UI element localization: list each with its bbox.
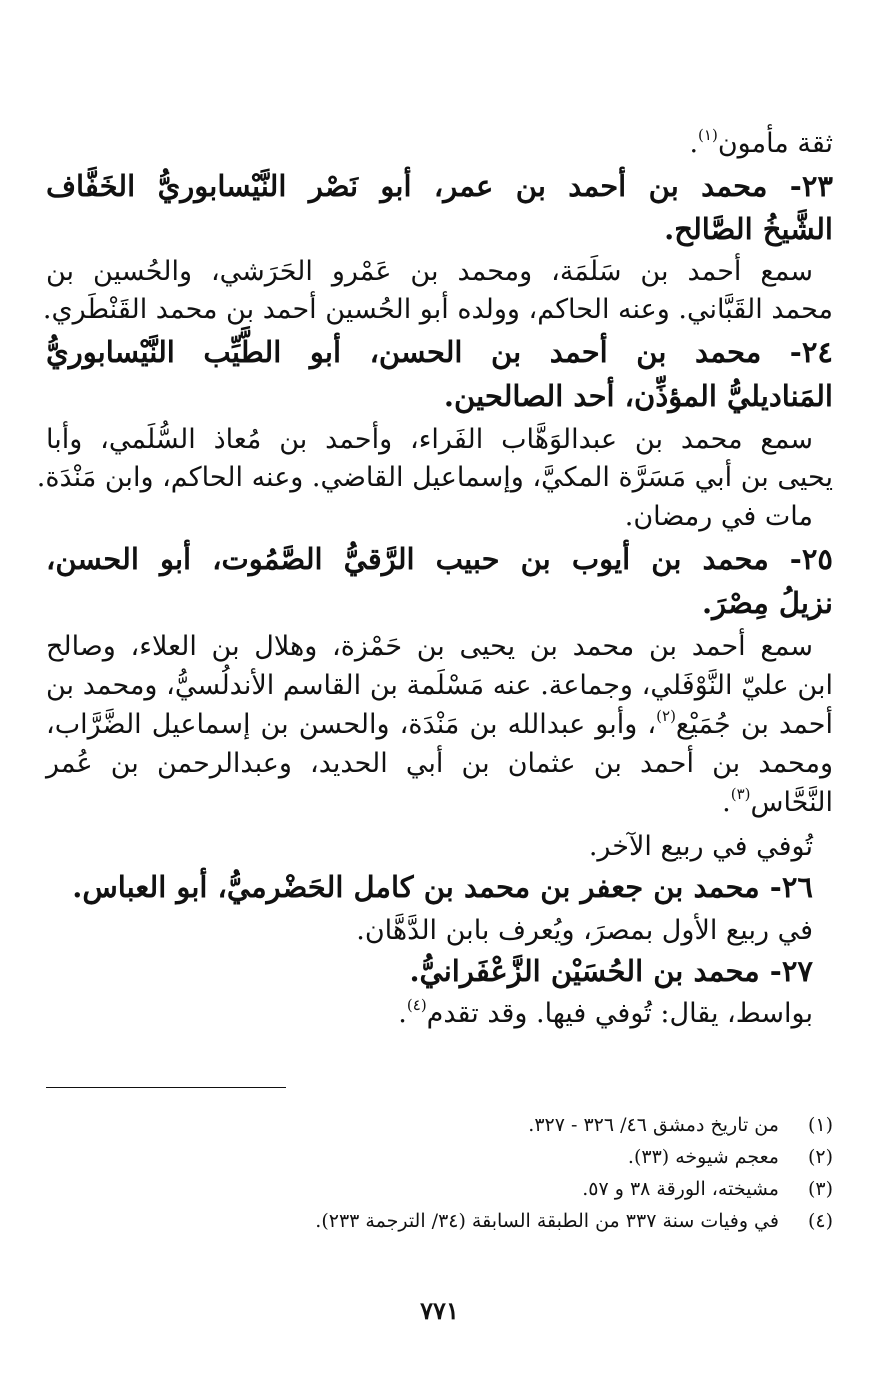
footnote-number: (٢) xyxy=(807,1146,833,1168)
text-line: النَّحَّاس$^{(٣)}$. xyxy=(722,785,833,818)
footnote-marker: (٢) xyxy=(656,707,676,725)
entry-heading-23-cont: الشَّيخُ الصَّالح. xyxy=(664,212,833,246)
footnote-number: (١) xyxy=(807,1114,833,1136)
text-line: مات في رمضان. xyxy=(624,501,813,532)
entry-heading-25: ٢٥- محمد بن أيوب بن حبيب الرَّقيُّ الصَّمُوت، أبو الحسن، xyxy=(46,542,833,576)
entry-heading-27: ٢٧- محمد بن الحُسَيْن الزَّعْفَرانيُّ. xyxy=(409,954,813,988)
footnote-marker: (٣) xyxy=(730,785,751,803)
entry-heading-24: ٢٤- محمد بن أحمد بن الحسن، أبو الطَّيِّب النَّيْسابوريُّ xyxy=(46,335,833,369)
text-line: بواسط، يقال: تُوفي فيها. وقد تقدم$^{(٤)}$. xyxy=(398,996,813,1029)
footnote-text: معجم شيوخه (٣٣). xyxy=(627,1146,779,1168)
footnote-text: في وفيات سنة ٣٣٧ من الطبقة السابقة (٣٤/ الترجمة ٢٣٣). xyxy=(315,1210,779,1232)
footnote xyxy=(46,1180,833,1199)
footnote xyxy=(46,1116,833,1135)
text-line: محمد القَبَّاني. وعنه الحاكم، وولده أبو الحُسين أحمد بن محمد القَنْطَري. xyxy=(42,294,833,325)
text-line: ومحمد بن أحمد بن عثمان بن أبي الحديد، وعبدالرحمن بن عُمر xyxy=(46,748,833,779)
entry-heading-26: ٢٦- محمد بن جعفر بن محمد بن كامل الحَضْرميُّ، أبو العباس. xyxy=(72,870,813,904)
footnote-divider xyxy=(46,1087,286,1088)
text-line: في ربيع الأول بمصرَ، ويُعرف بابن الدَّهَّان. xyxy=(356,915,813,946)
footnote-number: (٣) xyxy=(807,1178,833,1200)
footnote-text: مشيخته، الورقة ٣٨ و ٥٧. xyxy=(582,1178,779,1200)
text-line: ثقة مأمون$^{(١)}$. xyxy=(689,126,833,159)
text-line: أحمد بن جُمَيْع$^{(٢)}$، وأبو عبدالله بن مَنْدَة، والحسن بن إسماعيل الضَّرَّاب، xyxy=(46,707,834,740)
entry-heading-24-cont: المَناديليُّ المؤذِّن، أحد الصالحين. xyxy=(443,379,833,413)
footnote xyxy=(46,1212,833,1231)
footnote-text: من تاريخ دمشق ٤٦/ ٣٢٦ - ٣٢٧. xyxy=(528,1114,779,1136)
text-line: تُوفي في ربيع الآخر. xyxy=(588,831,813,862)
text-line: سمع أحمد بن محمد بن يحيى بن حَمْزة، وهلال بن العلاء، وصالح xyxy=(46,631,813,662)
footnote xyxy=(46,1148,833,1167)
text-line: ابن عليّ النَّوْفَلي، وجماعة. عنه مَسْلَمة بن القاسم الأندلُسيُّ، ومحمد بن xyxy=(46,670,833,701)
footnote-number: (٤) xyxy=(807,1210,833,1232)
footnote-marker: (١) xyxy=(698,126,718,144)
footnote-marker: (٤) xyxy=(406,996,427,1014)
text-line: سمع محمد بن عبدالوَهَّاب الفَراء، وأحمد بن مُعاذ السُّلَمي، وأبا xyxy=(46,424,813,455)
entry-heading-23: ٢٣- محمد بن أحمد بن عمر، أبو نَصْر النَّيْسابوريُّ الخَفَّاف xyxy=(46,169,833,203)
page-number: ٧٧١ xyxy=(420,1296,459,1325)
text-line: يحيى بن أبي مَسَرَّة المكيَّ، وإسماعيل القاضي. وعنه الحاكم، وابن مَنْدَة. xyxy=(36,462,833,493)
text-line: سمع أحمد بن سَلَمَة، ومحمد بن عَمْرو الحَرَشي، والحُسين بن xyxy=(46,256,813,287)
entry-heading-25-cont: نزيلُ مِصْرَ. xyxy=(702,586,833,620)
